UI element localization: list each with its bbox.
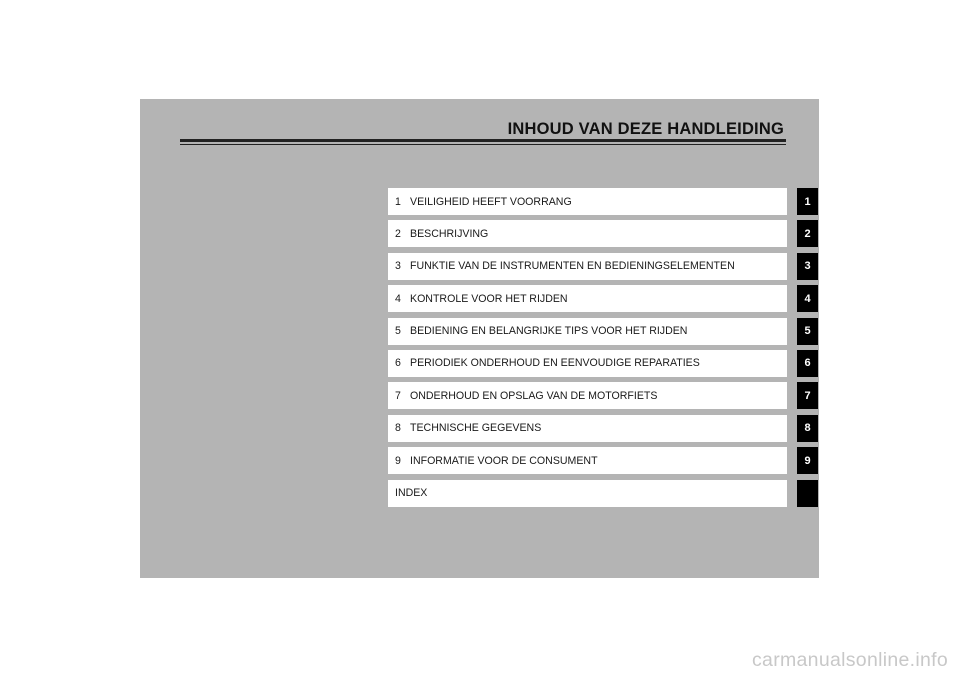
chapter-tab-3[interactable]: 3 xyxy=(797,253,818,280)
chapter-tab-6[interactable]: 6 xyxy=(797,350,818,377)
toc-entry-label: VEILIGHEID HEEFT VOORRANG xyxy=(410,195,572,208)
toc-row-8 xyxy=(388,415,818,442)
toc-row-7 xyxy=(388,382,818,409)
chapter-tab-index[interactable] xyxy=(797,480,818,507)
toc-entry-number: 8 xyxy=(395,422,401,435)
chapter-tab-1[interactable]: 1 xyxy=(797,188,818,215)
toc-row-9 xyxy=(388,447,818,474)
toc-entry-number: 9 xyxy=(395,454,401,467)
toc-entry-3[interactable] xyxy=(388,253,787,280)
toc-entry-label: TECHNISCHE GEGEVENS xyxy=(410,422,542,435)
toc-entry-label: KONTROLE VOOR HET RIJDEN xyxy=(410,292,568,305)
manual-page xyxy=(140,99,819,578)
toc-entry-label: INFORMATIE VOOR DE CONSUMENT xyxy=(410,454,598,467)
toc-entry-label: BEDIENING EN BELANGRIJKE TIPS VOOR HET RIJDEN xyxy=(410,325,688,338)
toc-row-index xyxy=(388,480,818,507)
title-rule xyxy=(180,139,786,142)
toc-row-2 xyxy=(388,220,818,247)
toc-entry-label: ONDERHOUD EN OPSLAG VAN DE MOTORFIETS xyxy=(410,389,658,402)
chapter-tab-7[interactable]: 7 xyxy=(797,382,818,409)
toc-row-6 xyxy=(388,350,818,377)
chapter-tab-9[interactable]: 9 xyxy=(797,447,818,474)
chapter-tab-5[interactable]: 5 xyxy=(797,318,818,345)
toc-entry-label: FUNKTIE VAN DE INSTRUMENTEN EN BEDIENINGSELEMENTEN xyxy=(410,260,735,273)
toc-entry-8[interactable] xyxy=(388,415,787,442)
toc-entry-label: INDEX xyxy=(395,487,428,500)
toc-row-1 xyxy=(388,188,818,215)
toc-entry-label: PERIODIEK ONDERHOUD EN EENVOUDIGE REPARATIES xyxy=(410,357,700,370)
toc-entry-number: 4 xyxy=(395,292,401,305)
toc-entry-number: 7 xyxy=(395,389,401,402)
toc-row-5 xyxy=(388,318,818,345)
toc-entry-number: 1 xyxy=(395,195,401,208)
toc-entry-number: 6 xyxy=(395,357,401,370)
toc-entry-label: BESCHRIJVING xyxy=(410,227,489,240)
toc-entry-9[interactable] xyxy=(388,447,787,474)
toc-entry-7[interactable] xyxy=(388,382,787,409)
toc-entry-6[interactable] xyxy=(388,350,787,377)
toc-entry-1[interactable] xyxy=(388,188,787,215)
toc-entry-number: 5 xyxy=(395,325,401,338)
page-title: INHOUD VAN DEZE HANDLEIDING xyxy=(507,120,784,138)
toc-entry-4[interactable] xyxy=(388,285,787,312)
toc-entry-5[interactable] xyxy=(388,318,787,345)
toc-entry-number: 3 xyxy=(395,260,401,273)
title-rule-thin xyxy=(180,144,786,145)
toc-row-4 xyxy=(388,285,818,312)
toc-row-3 xyxy=(388,253,818,280)
chapter-tab-8[interactable]: 8 xyxy=(797,415,818,442)
table-of-contents xyxy=(388,188,818,512)
toc-entry-index[interactable] xyxy=(388,480,787,507)
chapter-tab-4[interactable]: 4 xyxy=(797,285,818,312)
toc-entry-2[interactable] xyxy=(388,220,787,247)
watermark: carmanualsonline.info xyxy=(752,649,948,671)
toc-entry-number: 2 xyxy=(395,227,401,240)
chapter-tab-2[interactable]: 2 xyxy=(797,220,818,247)
